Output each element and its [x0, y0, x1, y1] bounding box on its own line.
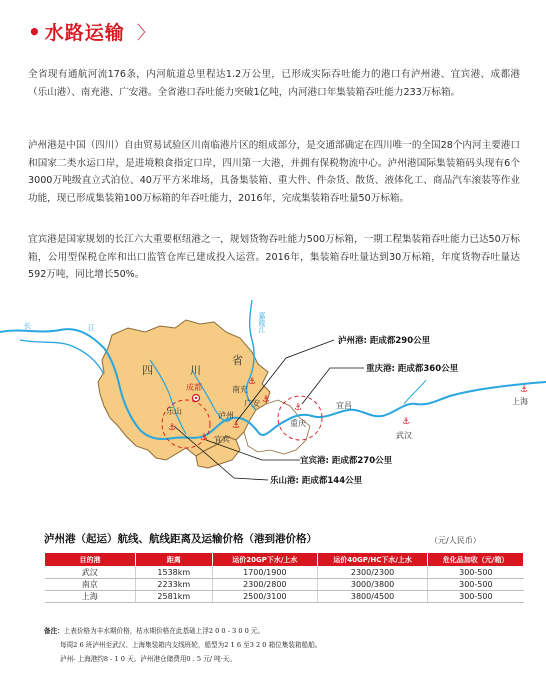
notes-label: 备注： — [44, 627, 64, 635]
anchor-icon-yibin: ⚓ — [200, 433, 209, 443]
city-label-luzhou: 泸州 — [218, 411, 234, 420]
cell-price-20gp: 1700/1900 — [212, 567, 317, 579]
cell-destination: 南京 — [45, 579, 136, 591]
cell-distance: 1538km — [136, 567, 213, 579]
cell-hazmat: 300-500 — [428, 579, 524, 591]
cell-hazmat: 300-500 — [428, 591, 524, 603]
table-header-row — [45, 553, 524, 567]
city-label-yibin: 宜宾 — [214, 435, 230, 444]
callout-chongqing: 重庆港: 距成都360公里 — [366, 364, 459, 374]
paragraph-luzhou-port: 泸州港是中国（四川）自由贸易试验区川南临港片区的组成部分，是交通部确定在四川唯一的全国28个内河主要港口和国家二类水运口岸，是进境粮食指定口岸，四川第一大港，并拥有保税物流中心。泸州港国际集装箱码头现有6个3000万吨级直立式泊位、40万平方米堆场，具备集装箱、重大件、件杂货、散货、液体化工、商品汽车滚装等作业功能，现已形成集装箱100万标箱的年吞吐能力，2016年，完成集装箱吞吐量50万标箱。 — [28, 140, 520, 204]
city-label-guangan: 广安 — [244, 399, 260, 408]
shipping-route-table — [44, 552, 524, 603]
header-price-20gp: 运价20GP下水/上水 — [212, 553, 317, 567]
city-label-chongqing: 重庆 — [290, 419, 306, 428]
cell-price-40gp: 3000/3800 — [318, 579, 428, 591]
city-label-nanchong: 南充 — [232, 385, 248, 394]
cell-distance: 2233km — [136, 579, 213, 591]
city-label-yichang: 宜昌 — [336, 401, 352, 410]
note-line-3: 泸州- 上海港约8 - 1 0 天。泸州港仓储费用0 . 5 元/ 吨·天。 — [60, 655, 236, 663]
city-label-shanghai: 上海 — [512, 397, 528, 406]
anchor-icon-shanghai: ⚓ — [520, 385, 529, 395]
river-label-chang: 长 — [24, 322, 31, 330]
header-distance: 距离 — [136, 553, 213, 567]
river-label-jiang: 江 — [88, 324, 95, 332]
table-row — [45, 591, 524, 603]
header-hazmat-surcharge: 危化品加收（元/箱） — [428, 553, 524, 567]
paragraph-overview: 全省现有通航河流176条，内河航道总里程达1.2万公里，已形成实际吞吐能力的港口有泸州港、宜宾港、成都港（乐山港）、南充港、广安港。全省港口吞吐能力突破1亿吨，内河港口年集装箱吞吐能力233万标箱。 — [28, 69, 520, 98]
anchor-icon-wuhan: ⚓ — [402, 417, 411, 427]
title-bullet: • — [28, 19, 41, 44]
cell-price-40gp: 3800/4500 — [318, 591, 428, 603]
header-price-40gp: 运价40GP/HC下水/上水 — [318, 553, 428, 567]
han-river — [404, 380, 426, 404]
city-label-chengdu: 成都 — [186, 383, 202, 392]
province-char-3: 省 — [232, 354, 243, 367]
anchor-icon-nanchong: ⚓ — [248, 377, 257, 387]
callout-yibin: 宜宾港: 距成都270公里 — [300, 456, 393, 466]
callout-line-chongqing — [302, 368, 364, 404]
title-text: 水路运输 — [44, 22, 125, 44]
river-label-jialing: 嘉陵江 — [258, 312, 266, 333]
cell-hazmat: 300-500 — [428, 567, 524, 579]
waterway-map — [0, 300, 546, 510]
anchor-icon-chongqing: ⚓ — [294, 403, 303, 413]
section-title — [28, 18, 155, 45]
note-line-1: 上表价格为丰水期价格，枯水期价格在此基础上浮2 0 0 - 3 0 0 元。 — [63, 627, 265, 635]
chevron-right-icon[interactable]: 〉 — [136, 22, 155, 44]
paragraph-yibin-port: 宜宾港是国家规划的长江六大重要枢纽港之一，规划货物吞吐能力500万标箱，一期工程集装箱吞吐能力已达50万标箱，公用型保税仓库和出口监管仓库已建成投入运营。2016年，集装箱吞吐量达到30万标箱，年度货物吞吐量达592万吨，同比增长50%。 — [28, 234, 520, 280]
callout-leshan: 乐山港: 距成都144公里 — [270, 476, 363, 486]
anchor-icon-guangan: ⚓ — [262, 395, 271, 405]
cell-distance: 2581km — [136, 591, 213, 603]
anchor-icon-luzhou: ⚓ — [232, 421, 241, 431]
table-title: 泸州港（起运）航线、航线距离及运输价格（港到港价格） — [44, 533, 317, 545]
note-line-2: 每周2 6 班泸州至武汉、上海集装箱内支线班轮，船型为2 1 6 至3 2 0 箱位集装箱船舶。 — [60, 641, 322, 649]
cell-price-20gp: 2300/2800 — [212, 579, 317, 591]
chengdu-marker-dot — [195, 397, 197, 399]
header-destination: 目的港 — [45, 553, 136, 567]
cell-price-20gp: 2500/3100 — [212, 591, 317, 603]
table-row — [45, 567, 524, 579]
cell-destination: 武汉 — [45, 567, 136, 579]
table-unit: （元/人民币） — [430, 536, 481, 545]
cell-price-40gp: 2300/2300 — [318, 567, 428, 579]
table-row — [45, 579, 524, 591]
province-char-2: 川 — [190, 364, 201, 377]
province-char-1: 四 — [142, 364, 153, 377]
cell-destination: 上海 — [45, 591, 136, 603]
notes-block — [44, 624, 524, 666]
anchor-icon-leshan: ⚓ — [168, 423, 177, 433]
upper-river-segment — [20, 340, 104, 374]
city-label-leshan: 乐山 — [166, 407, 182, 416]
city-label-wuhan: 武汉 — [396, 431, 412, 440]
callout-luzhou: 泸州港: 距成都290公里 — [338, 336, 431, 346]
